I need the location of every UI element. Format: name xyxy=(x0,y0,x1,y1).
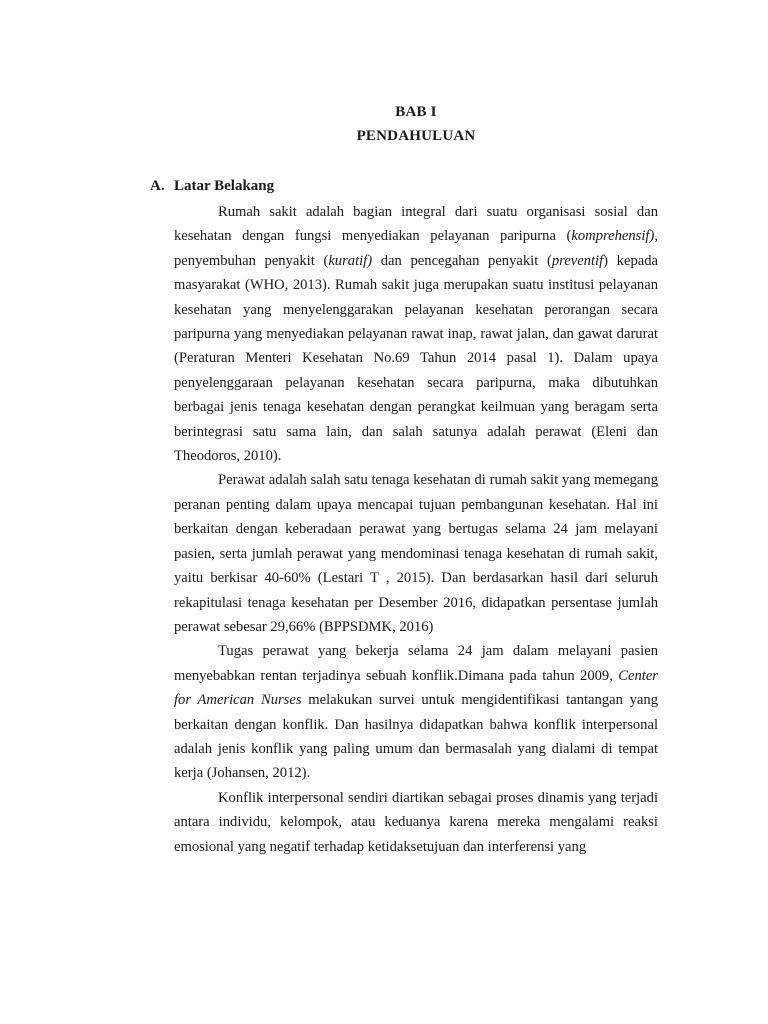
paragraph-3 xyxy=(174,639,658,785)
text-segment: , penyembuhan penyakit ( xyxy=(174,228,658,269)
text-segment: Konflik interpersonal sendiri diartikan sebagai proses dinamis yang terjadi antara individu, kelompok, atau keduanya karena mereka mengalami reaksi emosional yang negatif terhadap ketidaksetujuan dan interferensi yang xyxy=(174,789,658,855)
text-segment: Tugas perawat yang bekerja selama 24 jam dalam melayani pasien menyebabkan rentan terjadinya sebuah konflik.Dimana pada tahun 2009, xyxy=(174,643,658,684)
paragraph-4 xyxy=(174,786,658,859)
section-letter: A. xyxy=(150,178,165,194)
section-title: Latar Belakang xyxy=(174,178,275,194)
paragraph-1 xyxy=(174,200,658,468)
text-segment: Perawat adalah salah satu tenaga kesehatan di rumah sakit yang memegang peranan penting dalam upaya mencapai tujuan pembangunan kesehatan. Hal ini berkaitan dengan keberadaan perawat yang bertugas selama 24 jam melayani pasien, serta jumlah perawat yang mendominasi tenaga kesehatan di rumah sakit, yaitu berkisar 40-60% (Lestari T , 2015). Dan berdasarkan hasil dari seluruh rekapitulasi tenaga kesehatan per Desember 2016, didapatkan persentase jumlah perawat sebesar 29,66% (BPPSDMK, 2016) xyxy=(174,472,658,635)
section-heading xyxy=(150,178,274,195)
chapter-number: BAB I xyxy=(395,104,437,120)
italic-term: Center for American Nurses xyxy=(174,667,658,709)
text-segment: ) kepada masyarakat (WHO, 2013). Rumah sakit juga merupakan suatu institusi pelayanan kesehatan yang menyelenggarakan pelayanan kesehatan perorangan secara paripurna yang menyediakan pelayanan rawat inap, rawat jalan, dan gawat darurat (Peraturan Menteri Kesehatan No.69 Tahun 2014 pasal 1). Dalam upaya penyelenggaraan pelayanan kesehatan secara paripurna, maka dibutuhkan berbagai jenis tenaga kesehatan dengan perangkat keilmuan yang beragam serta berintegrasi satu sama lain, dan salah satunya adalah perawat (Eleni dan Theodoros, 2010). xyxy=(174,252,658,465)
text-segment: Rumah sakit adalah bagian integral dari suatu organisasi sosial dan kesehatan dengan fungsi menyediakan pelayanan paripurna ( xyxy=(174,204,658,245)
italic-term: komprehensif) xyxy=(571,228,655,245)
paragraph-2 xyxy=(174,468,658,639)
text-segment: dan pencegahan penyakit ( xyxy=(372,252,552,269)
body-text xyxy=(174,200,658,859)
text-segment: melakukan survei untuk mengidentifikasi tantangan yang berkaitan dengan konflik. Dan hasilnya didapatkan bahwa konflik interpersonal adalah jenis konflik yang paling umum dan bermasalah yang dialami di tempat kerja (Johansen, 2012). xyxy=(174,692,658,782)
chapter-title: PENDAHULUAN xyxy=(356,128,476,144)
italic-term: kuratif) xyxy=(328,252,373,269)
italic-term: preventif xyxy=(551,252,604,269)
